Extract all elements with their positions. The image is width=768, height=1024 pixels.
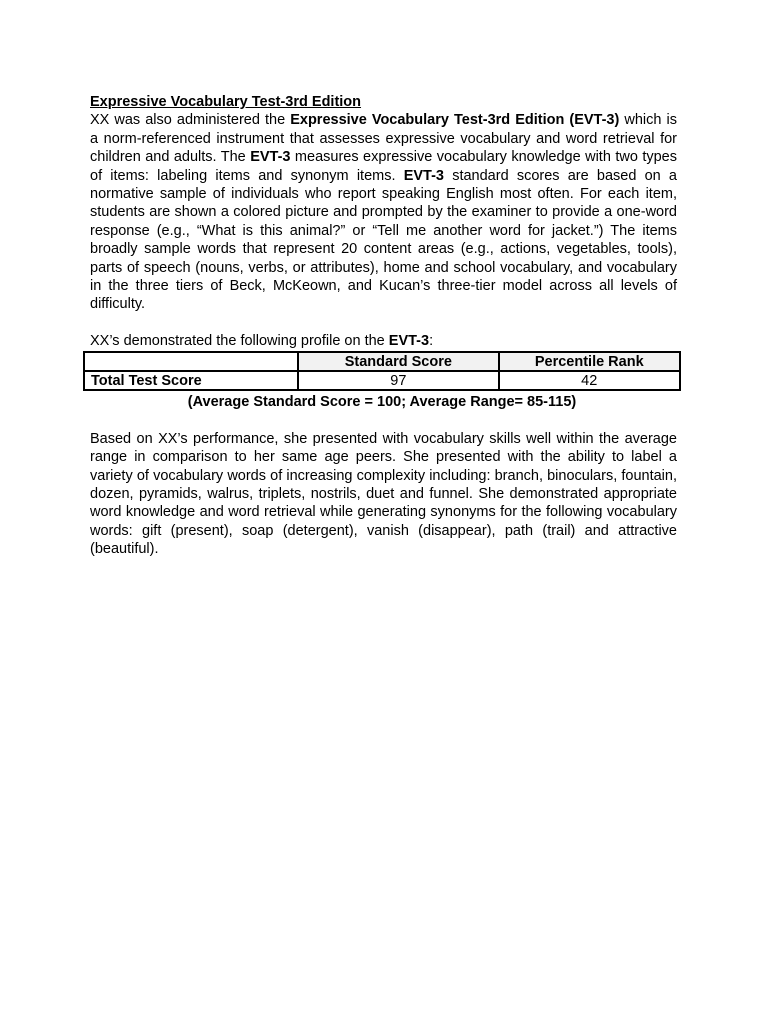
test-abbrev-1: EVT-3 (250, 149, 291, 166)
test-name-full: Expressive Vocabulary Test-3rd Edition (EVT-3) (290, 112, 620, 129)
table-row (84, 371, 680, 390)
profile-tail: : (429, 332, 434, 349)
profile-intro (90, 332, 677, 350)
intro-text-1: XX was also administered the (90, 112, 291, 129)
blank-line (90, 314, 677, 332)
row-label-total-test-score: Total Test Score (84, 371, 298, 390)
average-range-note: (Average Standard Score = 100; Average Range= 85-115) (187, 394, 577, 411)
section-title: Expressive Vocabulary Test-3rd Edition (90, 94, 362, 110)
percentile-rank-value: 42 (499, 371, 681, 390)
intro-text-4: standard scores are based on a normative sample of individuals who report speaking English most often. For each item, students are shown a colored picture and prompted by the examiner to provide a one-word response (e.g., “What is this animal?” or “Tell me another word for jacket.”) The items broadly sample words that represent 20 content areas (e.g., actions, vegetables, tools), parts of speech (nouns, verbs, or attributes), home and school vocabulary, and vocabulary in the three tiers of Beck, McKeown, and Kucan’s three-tier model across all levels of difficulty. (90, 167, 678, 313)
header-percentile-rank: Percentile Rank (499, 352, 681, 371)
header-standard-score: Standard Score (298, 352, 498, 371)
score-table-header-row (84, 352, 680, 371)
intro-paragraph (90, 111, 677, 313)
intro-text-2: which is a norm-referenced instrument that assesses expressive vocabulary and word retrieval for children and adults. The (90, 112, 677, 166)
header-cell-empty (84, 352, 298, 371)
intro-text-3: measures expressive vocabulary knowledge with two types of items: labeling items and synonym items. (90, 149, 677, 184)
score-table (83, 351, 681, 391)
profile-test: EVT-3 (388, 332, 430, 349)
standard-score-value: 97 (298, 371, 498, 390)
test-abbrev-2: EVT-3 (403, 167, 444, 184)
blank-line (90, 412, 677, 430)
document-page (90, 93, 677, 559)
summary-paragraph: Based on XX’s performance, she presented with vocabulary skills well within the average range in comparison to her same age peers. She presented with the ability to label a variety of vocabulary words of increasing complexity including: branch, binoculars, fountain, dozen, pyramids, walrus, triplets, nostrils, duet and funnel. She demonstrated appropriate word knowledge and word retrieval while generating synonyms for the following vocabulary words: gift (present), soap (detergent), vanish (disappear), path (trail) and attractive (beautiful). (90, 430, 677, 558)
profile-lead: XX’s demonstrated the following profile on the (90, 332, 389, 349)
